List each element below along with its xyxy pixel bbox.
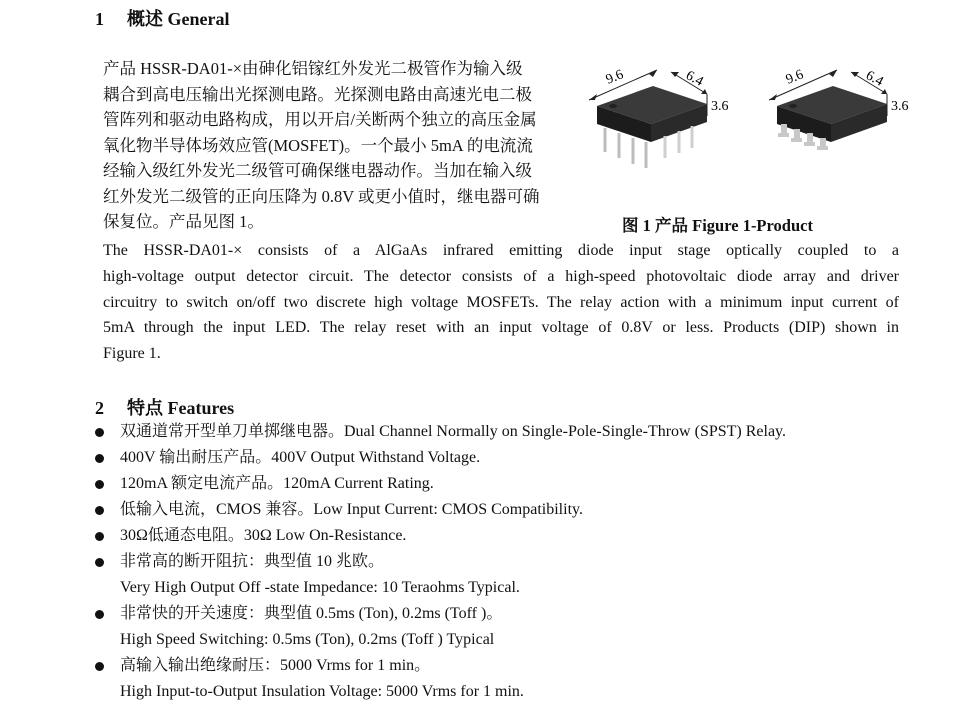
section-1-heading [95, 5, 229, 31]
section-1-title: 概述 General [127, 9, 230, 29]
section-1-number: 1 [95, 9, 104, 29]
bullet-icon [95, 558, 104, 567]
en-line: The HSSR-DA01-× consists of a AlGaAs infrared emitting diode input stage optically coupled to a [103, 242, 899, 259]
overview-cn-paragraph [103, 56, 563, 235]
bullet-icon [95, 428, 104, 437]
feature-text: 低输入电流，CMOS 兼容。Low Input Current: CMOS Compatibility. [120, 501, 583, 518]
feature-text: 30Ω低通态电阻。30Ω Low On-Resistance. [120, 527, 407, 544]
section-2-heading [95, 394, 234, 420]
feature-text: 120mA 额定电流产品。120mA Current Rating. [120, 475, 434, 492]
cn-line: 保复位。产品见图 1。 [103, 212, 264, 231]
cn-line: 产品 HSSR-DA01-×由砷化铝镓红外发光二极管作为输入级 [103, 59, 523, 78]
bullet-icon [95, 532, 104, 541]
feature-text-en: High Speed Switching: 0.5ms (Ton), 0.2ms (Toff ) Typical [120, 631, 495, 648]
en-line: 5mA through the input LED. The relay reset with an input voltage of 0.8V or less. Products (DIP) shown in [103, 319, 899, 337]
dim-height-label: 3.6 [711, 99, 729, 114]
bullet-icon [95, 662, 104, 671]
dim-length-label-2: 9.6 [783, 67, 806, 88]
product-figure [575, 58, 925, 208]
cn-line: 耦合到高电压输出光探测电路。光探测电路由高速光电二极 [103, 84, 532, 104]
feature-text: 双通道常开型单刀单掷继电器。Dual Channel Normally on Single-Pole-Single-Throw (SPST) Relay. [120, 423, 787, 440]
cn-line: 管阵列和驱动电路构成，用以开启/关断两个独立的高压金属 [103, 110, 537, 129]
figure-caption: 图 1 产品 Figure 1-Product [622, 216, 813, 235]
dim-width-label-2: 6.4 [863, 68, 886, 90]
dim-length-label: 9.6 [603, 67, 626, 88]
feature-text-en: High Input-to-Output Insulation Voltage: 5000 Vrms for 1 min. [120, 683, 524, 700]
dim-height-label-2: 3.6 [891, 99, 909, 114]
cn-line: 经输入级红外发光二级管可确保继电器动作。当加在输入级 [103, 161, 532, 180]
feature-text-en: Very High Output Off -state Impedance: 10 Teraohms Typical. [120, 579, 520, 596]
bullet-icon [95, 506, 104, 515]
en-line: Figure 1. [103, 345, 161, 363]
bullet-icon [95, 480, 104, 489]
bullet-icon [95, 610, 104, 619]
feature-text: 非常快的开关速度：典型值 0.5ms (Ton), 0.2ms (Toff )。 [120, 605, 503, 622]
dim-width-label: 6.4 [683, 68, 706, 90]
section-2-title: 特点 Features [127, 398, 235, 418]
feature-text: 高输入输出绝缘耐压：5000 Vrms for 1 min。 [120, 657, 431, 674]
cn-line: 氧化物半导体场效应管(MOSFET)。一个最小 5mA 的电流流 [103, 135, 533, 155]
feature-text: 非常高的断开阻抗：典型值 10 兆欧。 [120, 553, 385, 570]
en-line: circuitry to switch on/off two discrete high voltage MOSFETs. The relay action with a minimum input current of [103, 293, 899, 311]
bullet-icon [95, 454, 104, 463]
overview-en-paragraph [103, 238, 899, 367]
feature-text: 400V 输出耐压产品。400V Output Withstand Voltage. [120, 449, 481, 466]
en-line: high-voltage output detector circuit. The detector consists of a high-speed photovoltaic diode array and driver [103, 267, 899, 285]
cn-line: 红外发光二级管的正向压降为 0.8V 或更小值时，继电器可确 [103, 186, 540, 206]
section-2-number: 2 [95, 398, 104, 418]
